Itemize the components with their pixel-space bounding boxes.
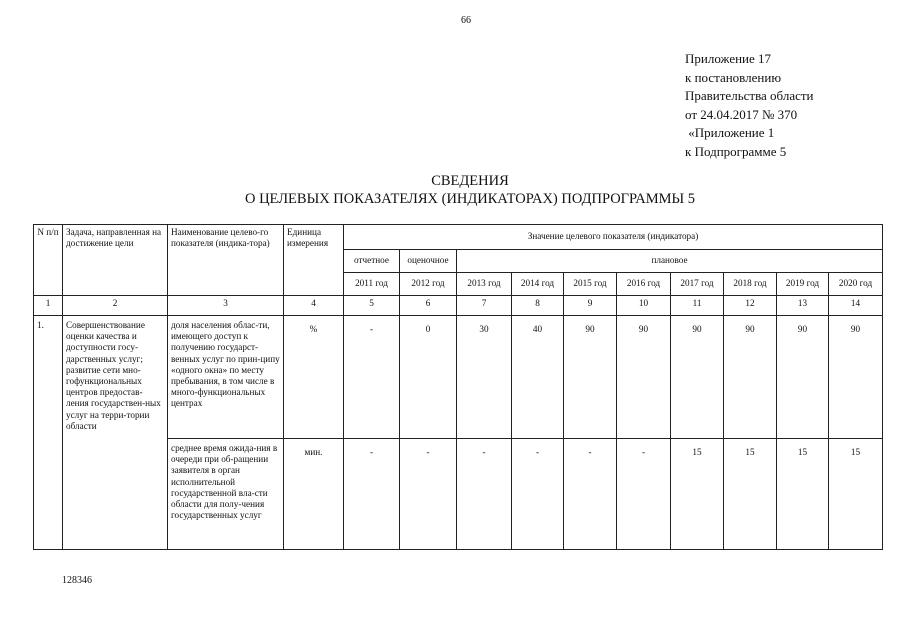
- value-cell: 0: [400, 316, 457, 439]
- header-planned: плановое: [457, 250, 883, 273]
- column-number: 2: [63, 296, 168, 316]
- value-cell: 90: [564, 316, 617, 439]
- value-cell: -: [344, 439, 400, 550]
- column-number: 9: [564, 296, 617, 316]
- annex-block: [685, 50, 814, 161]
- header-indicator: Наименование целево-го показателя (индика-тора): [168, 225, 284, 296]
- value-cell: 30: [457, 316, 512, 439]
- value-cell: 90: [777, 316, 829, 439]
- indicator-cell: доля населения облас-ти, имеющего доступ к получению государст-венных услуг по прин-ципу «одного окна» по месту пребывания, в том числе в много-функциональных центрах: [168, 316, 284, 439]
- document-subtitle: О ЦЕЛЕВЫХ ПОКАЗАТЕЛЯХ (ИНДИКАТОРАХ) ПОДПРОГРАММЫ 5: [244, 191, 696, 207]
- task-cell: Совершенствование оценки качества и доступности госу-дарственных услуг; развитие сети мно-гофункциональных центров предостав-ления государствен-ных услуг на терри-тории области: [63, 316, 168, 550]
- value-cell: -: [564, 439, 617, 550]
- column-number: 7: [457, 296, 512, 316]
- header-task: Задача, направленная на достижение цели: [63, 225, 168, 296]
- value-cell: 15: [777, 439, 829, 550]
- table-row: [34, 316, 883, 439]
- column-number: 11: [671, 296, 724, 316]
- header-estimated: оценочное: [400, 250, 457, 273]
- document-code: 128346: [62, 575, 92, 586]
- column-number: 8: [512, 296, 564, 316]
- header-year: 2013 год: [457, 273, 512, 296]
- value-cell: 15: [829, 439, 883, 550]
- value-cell: -: [400, 439, 457, 550]
- header-value-group: Значение целевого показателя (индикатора): [344, 225, 883, 250]
- column-number: 6: [400, 296, 457, 316]
- value-cell: 40: [512, 316, 564, 439]
- row-number: 1.: [34, 316, 63, 550]
- annex-line: от 24.04.2017 № 370: [685, 106, 798, 122]
- header-year: 2020 год: [829, 273, 883, 296]
- unit-cell: %: [284, 316, 344, 439]
- annex-line: к Подпрограмме 5: [685, 143, 787, 159]
- header-year: 2017 год: [671, 273, 724, 296]
- header-num: N п/п: [34, 225, 63, 296]
- indicators-table: [33, 224, 883, 550]
- column-number: 14: [829, 296, 883, 316]
- column-number: 1: [34, 296, 63, 316]
- column-number: 12: [724, 296, 777, 316]
- value-cell: -: [512, 439, 564, 550]
- value-cell: 90: [829, 316, 883, 439]
- annex-line: «Приложение 1: [685, 125, 775, 140]
- value-cell: 15: [724, 439, 777, 550]
- annex-line: к постановлению: [685, 69, 782, 85]
- column-number: 5: [344, 296, 400, 316]
- document-title: СВЕДЕНИЯ: [431, 173, 509, 189]
- header-year: 2015 год: [564, 273, 617, 296]
- header-row: [34, 225, 883, 250]
- header-reported: отчетное: [344, 250, 400, 273]
- header-unit: Единица измерения: [284, 225, 344, 296]
- unit-cell: мин.: [284, 439, 344, 550]
- value-cell: -: [344, 316, 400, 439]
- page-number: 66: [461, 15, 471, 26]
- value-cell: 90: [671, 316, 724, 439]
- column-number: 3: [168, 296, 284, 316]
- column-number: 10: [617, 296, 671, 316]
- header-year: 2011 год: [344, 273, 400, 296]
- header-year: 2014 год: [512, 273, 564, 296]
- column-number: 13: [777, 296, 829, 316]
- column-number: 4: [284, 296, 344, 316]
- value-cell: 90: [617, 316, 671, 439]
- value-cell: -: [617, 439, 671, 550]
- header-year: 2016 год: [617, 273, 671, 296]
- value-cell: 90: [724, 316, 777, 439]
- annex-line: Правительства области: [685, 88, 814, 103]
- header-year: 2012 год: [400, 273, 457, 296]
- indicator-cell: среднее время ожида-ния в очереди при об-ращении заявителя в орган исполнительной государственной вла-сти области для полу-чения государственных услуг: [168, 439, 284, 550]
- column-numbers-row: [34, 296, 883, 316]
- value-cell: 15: [671, 439, 724, 550]
- header-year: 2018 год: [724, 273, 777, 296]
- value-cell: -: [457, 439, 512, 550]
- annex-line: Приложение 17: [685, 51, 772, 66]
- header-year: 2019 год: [777, 273, 829, 296]
